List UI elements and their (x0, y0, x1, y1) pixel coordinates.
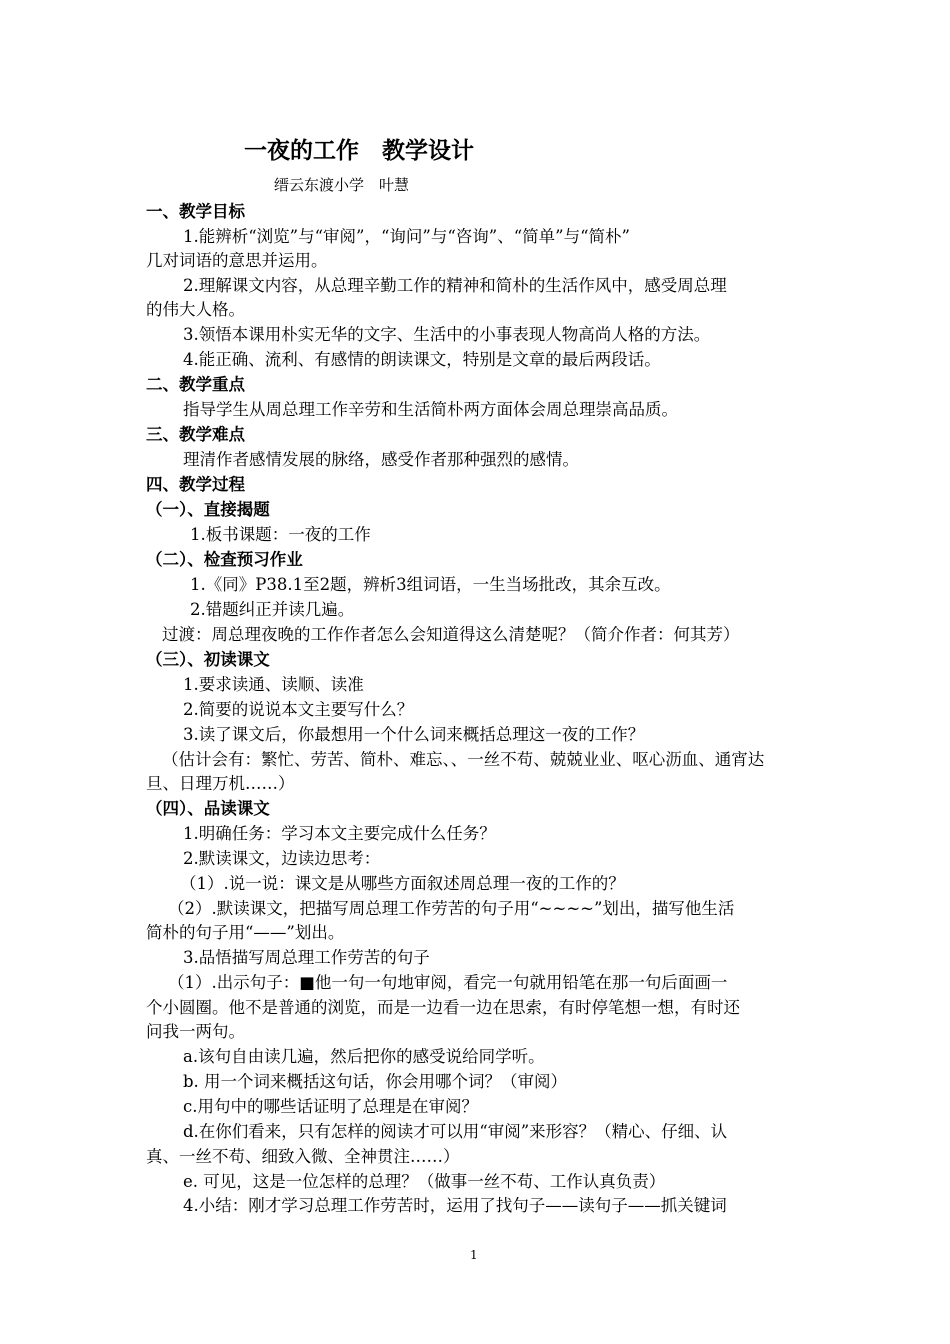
text-line: 真、一丝不苟、细致入微、全神贯注……） (146, 1147, 460, 1166)
section-heading: 一、教学目标 (146, 202, 245, 221)
text-line: 2.简要的说说本文主要写什么？ (183, 700, 414, 719)
text-line: 3.领悟本课用朴实无华的文字、生活中的小事表现人物高尚人格的方法。 (183, 325, 711, 344)
text-line: c.用句中的哪些话证明了总理是在审阅？ (183, 1097, 478, 1116)
text-line: 1.能辨析“浏览”与“审阅”，“询问”与“咨询”、“简单”与“简朴” (183, 227, 630, 246)
text-line: 几对词语的意思并运用。 (146, 251, 328, 270)
text-line: 2.理解课文内容，从总理辛勤工作的精神和简朴的生活作风中，感受周总理 (183, 276, 727, 295)
text-line: b. 用一个词来概括这句话，你会用哪个词？（审阅） (183, 1072, 568, 1091)
text-line: 1.要求读通、读顺、读准 (183, 675, 364, 694)
text-line: 个小圆圈。他不是普通的浏览，而是一边看一边在思索，有时停笔想一想，有时还 (146, 998, 740, 1017)
text-line: （1）.出示句子：■他一句一句地审阅，看完一句就用铅笔在那一句后面画一 (168, 973, 728, 992)
text-line: a.该句自由读几遍，然后把你的感受说给同学听。 (183, 1047, 545, 1066)
section-heading: 三、教学难点 (146, 425, 245, 444)
subsection-heading: （一）、直接揭题 (146, 500, 270, 519)
section-heading: 四、教学过程 (146, 475, 245, 494)
text-line: （2）.默读课文，把描写周总理工作劳苦的句子用“~~~~”划出，描写他生活 (168, 899, 735, 918)
text-line: 3.品悟描写周总理工作劳苦的句子 (183, 948, 430, 967)
text-line: 4.小结：刚才学习总理工作劳苦时，运用了找句子——读句子——抓关键词 (183, 1196, 727, 1215)
text-line: d.在你们看来，只有怎样的阅读才可以用“审阅”来形容？（精心、仔细、认 (183, 1122, 728, 1141)
text-line: 2.默读课文，边读边思考： (183, 849, 381, 868)
text-line: 2.错题纠正并读几遍。 (190, 600, 355, 619)
text-line: 1.板书课题：一夜的工作 (190, 525, 371, 544)
text-line: 的伟大人格。 (146, 300, 245, 319)
text-line: 理清作者感情发展的脉络，感受作者那种强烈的感情。 (183, 450, 579, 469)
document-title: 一夜的工作 教学设计 (244, 138, 474, 164)
subsection-heading: （三）、初读课文 (146, 650, 270, 669)
text-line: 问我一两句。 (146, 1022, 245, 1041)
page-number: 1 (470, 1248, 478, 1262)
text-line: 3.读了课文后，你最想用一个什么词来概括总理这一夜的工作？ (183, 725, 645, 744)
subsection-heading: （二）、检查预习作业 (146, 550, 303, 569)
text-line: 1.《同》P38.1至2题，辨析3组词语，一生当场批改，其余互改。 (190, 575, 671, 594)
author-line: 缙云东渡小学 叶慧 (274, 176, 410, 194)
text-line: （1）.说一说：课文是从哪些方面叙述周总理一夜的工作的？ (180, 874, 625, 893)
text-line: （估计会有：繁忙、劳苦、简朴、难忘、、一丝不苟、兢兢业业、呕心沥血、通宵达 (162, 750, 765, 769)
text-line: 1.明确任务：学习本文主要完成什么任务？ (183, 824, 496, 843)
text-line: 指导学生从周总理工作辛劳和生活简朴两方面体会周总理崇高品质。 (183, 400, 678, 419)
text-line: e. 可见，这是一位怎样的总理？（做事一丝不苟、工作认真负责） (183, 1172, 666, 1191)
text-line: 简朴的句子用“——”划出。 (146, 923, 345, 942)
text-line: 过渡：周总理夜晚的工作作者怎么会知道得这么清楚呢？（简介作者：何其芳） (162, 625, 740, 644)
text-line: 4.能正确、流利、有感情的朗读课文，特别是文章的最后两段话。 (183, 350, 661, 369)
subsection-heading: （四）、品读课文 (146, 799, 270, 818)
text-line: 旦、日理万机……） (146, 774, 295, 793)
section-heading: 二、教学重点 (146, 375, 245, 394)
